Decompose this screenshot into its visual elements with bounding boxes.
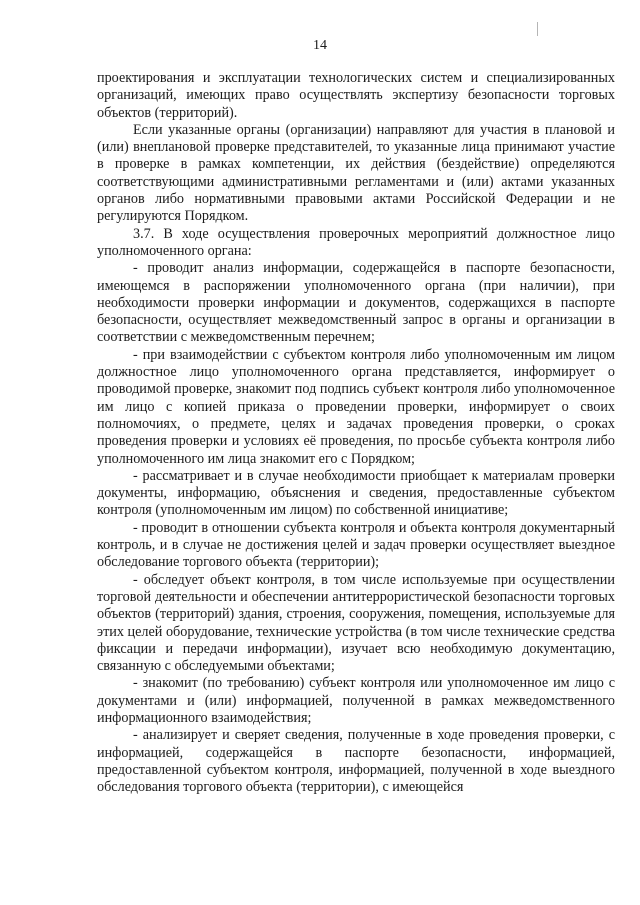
list-item: - анализирует и сверяет сведения, полученные в ходе проведения проверки, с информацией, содержащейся в паспорте безопасности, информацией, предоставленной субъектом контроля, информацией, полученной в ходе выездного обследования торгового объекта (территории), с имеющейся (97, 727, 615, 796)
section-heading-3-7: 3.7. В ходе осуществления проверочных мероприятий должностное лицо уполномоченного органа: (97, 225, 615, 259)
paragraph: Если указанные органы (организации) направляют для участия в плановой и (или) внеплановой проверке представителей, то указанные лица принимают участие в проверке в рамках компетенции, их действия (бездействие) определяются соответствующими административными регламентами и (или) актами указанных органов либо нормативными правовыми актами Российской Федерации и не регулируются Порядком. (97, 121, 615, 225)
page-number: 14 (313, 38, 327, 53)
list-item: - проводит в отношении субъекта контроля и объекта контроля документарный контроль, и в случае не достижения целей и задач проверки осуществляет выездное обследование торгового объекта (территории); (97, 519, 615, 571)
paragraph: проектирования и эксплуатации технологических систем и специализированных организаций, имеющих право осуществлять экспертизу безопасности торговых объектов (территорий). (97, 70, 615, 121)
document-body (97, 70, 615, 796)
list-item: - проводит анализ информации, содержащейся в паспорте безопасности, имеющемся в распоряжении уполномоченного органа (при наличии), при необходимости проверки информации и документов, содержащихся в паспорте безопасности, осуществляет межведомственный запрос в органы и организации в соответствии с межведомственным перечнем; (97, 260, 615, 346)
list-item: - при взаимодействии с субъектом контроля либо уполномоченным им лицом должностное лицо уполномоченного органа представляется, информирует о проводимой проверке, знакомит под подпись субъект контроля либо уполномоченное им лицо с копией приказа о проведении проверки, информирует о своих полномочиях, о предмете, целях и задачах проведения проверки, о сроках проведения проверки и условиях её проведения, по просьбе субъекта контроля либо уполномоченного им лица знакомит его с Порядком; (97, 346, 615, 467)
list-item: - знакомит (по требованию) субъект контроля или уполномоченное им лицо с документами и (или) информацией, полученной в рамках межведомственного информационного взаимодействия; (97, 675, 615, 726)
list-item: - обследует объект контроля, в том числе используемые при осуществлении торговой деятельности и обеспечении антитеррористической безопасности торговых объектов (территорий) здания, строения, сооружения, помещения, используемые для этих целей оборудование, технические устройства (в том числе технические средства фиксации и передачи информации), изучает всю необходимую документацию, связанную с обследуемыми объектами; (97, 571, 615, 675)
list-item: - рассматривает и в случае необходимости приобщает к материалам проверки документы, информацию, объяснения и сведения, предоставленные субъектом контроля (уполномоченным им лицом) по собственной инициативе; (97, 467, 615, 519)
scan-artifact-line (537, 22, 538, 36)
